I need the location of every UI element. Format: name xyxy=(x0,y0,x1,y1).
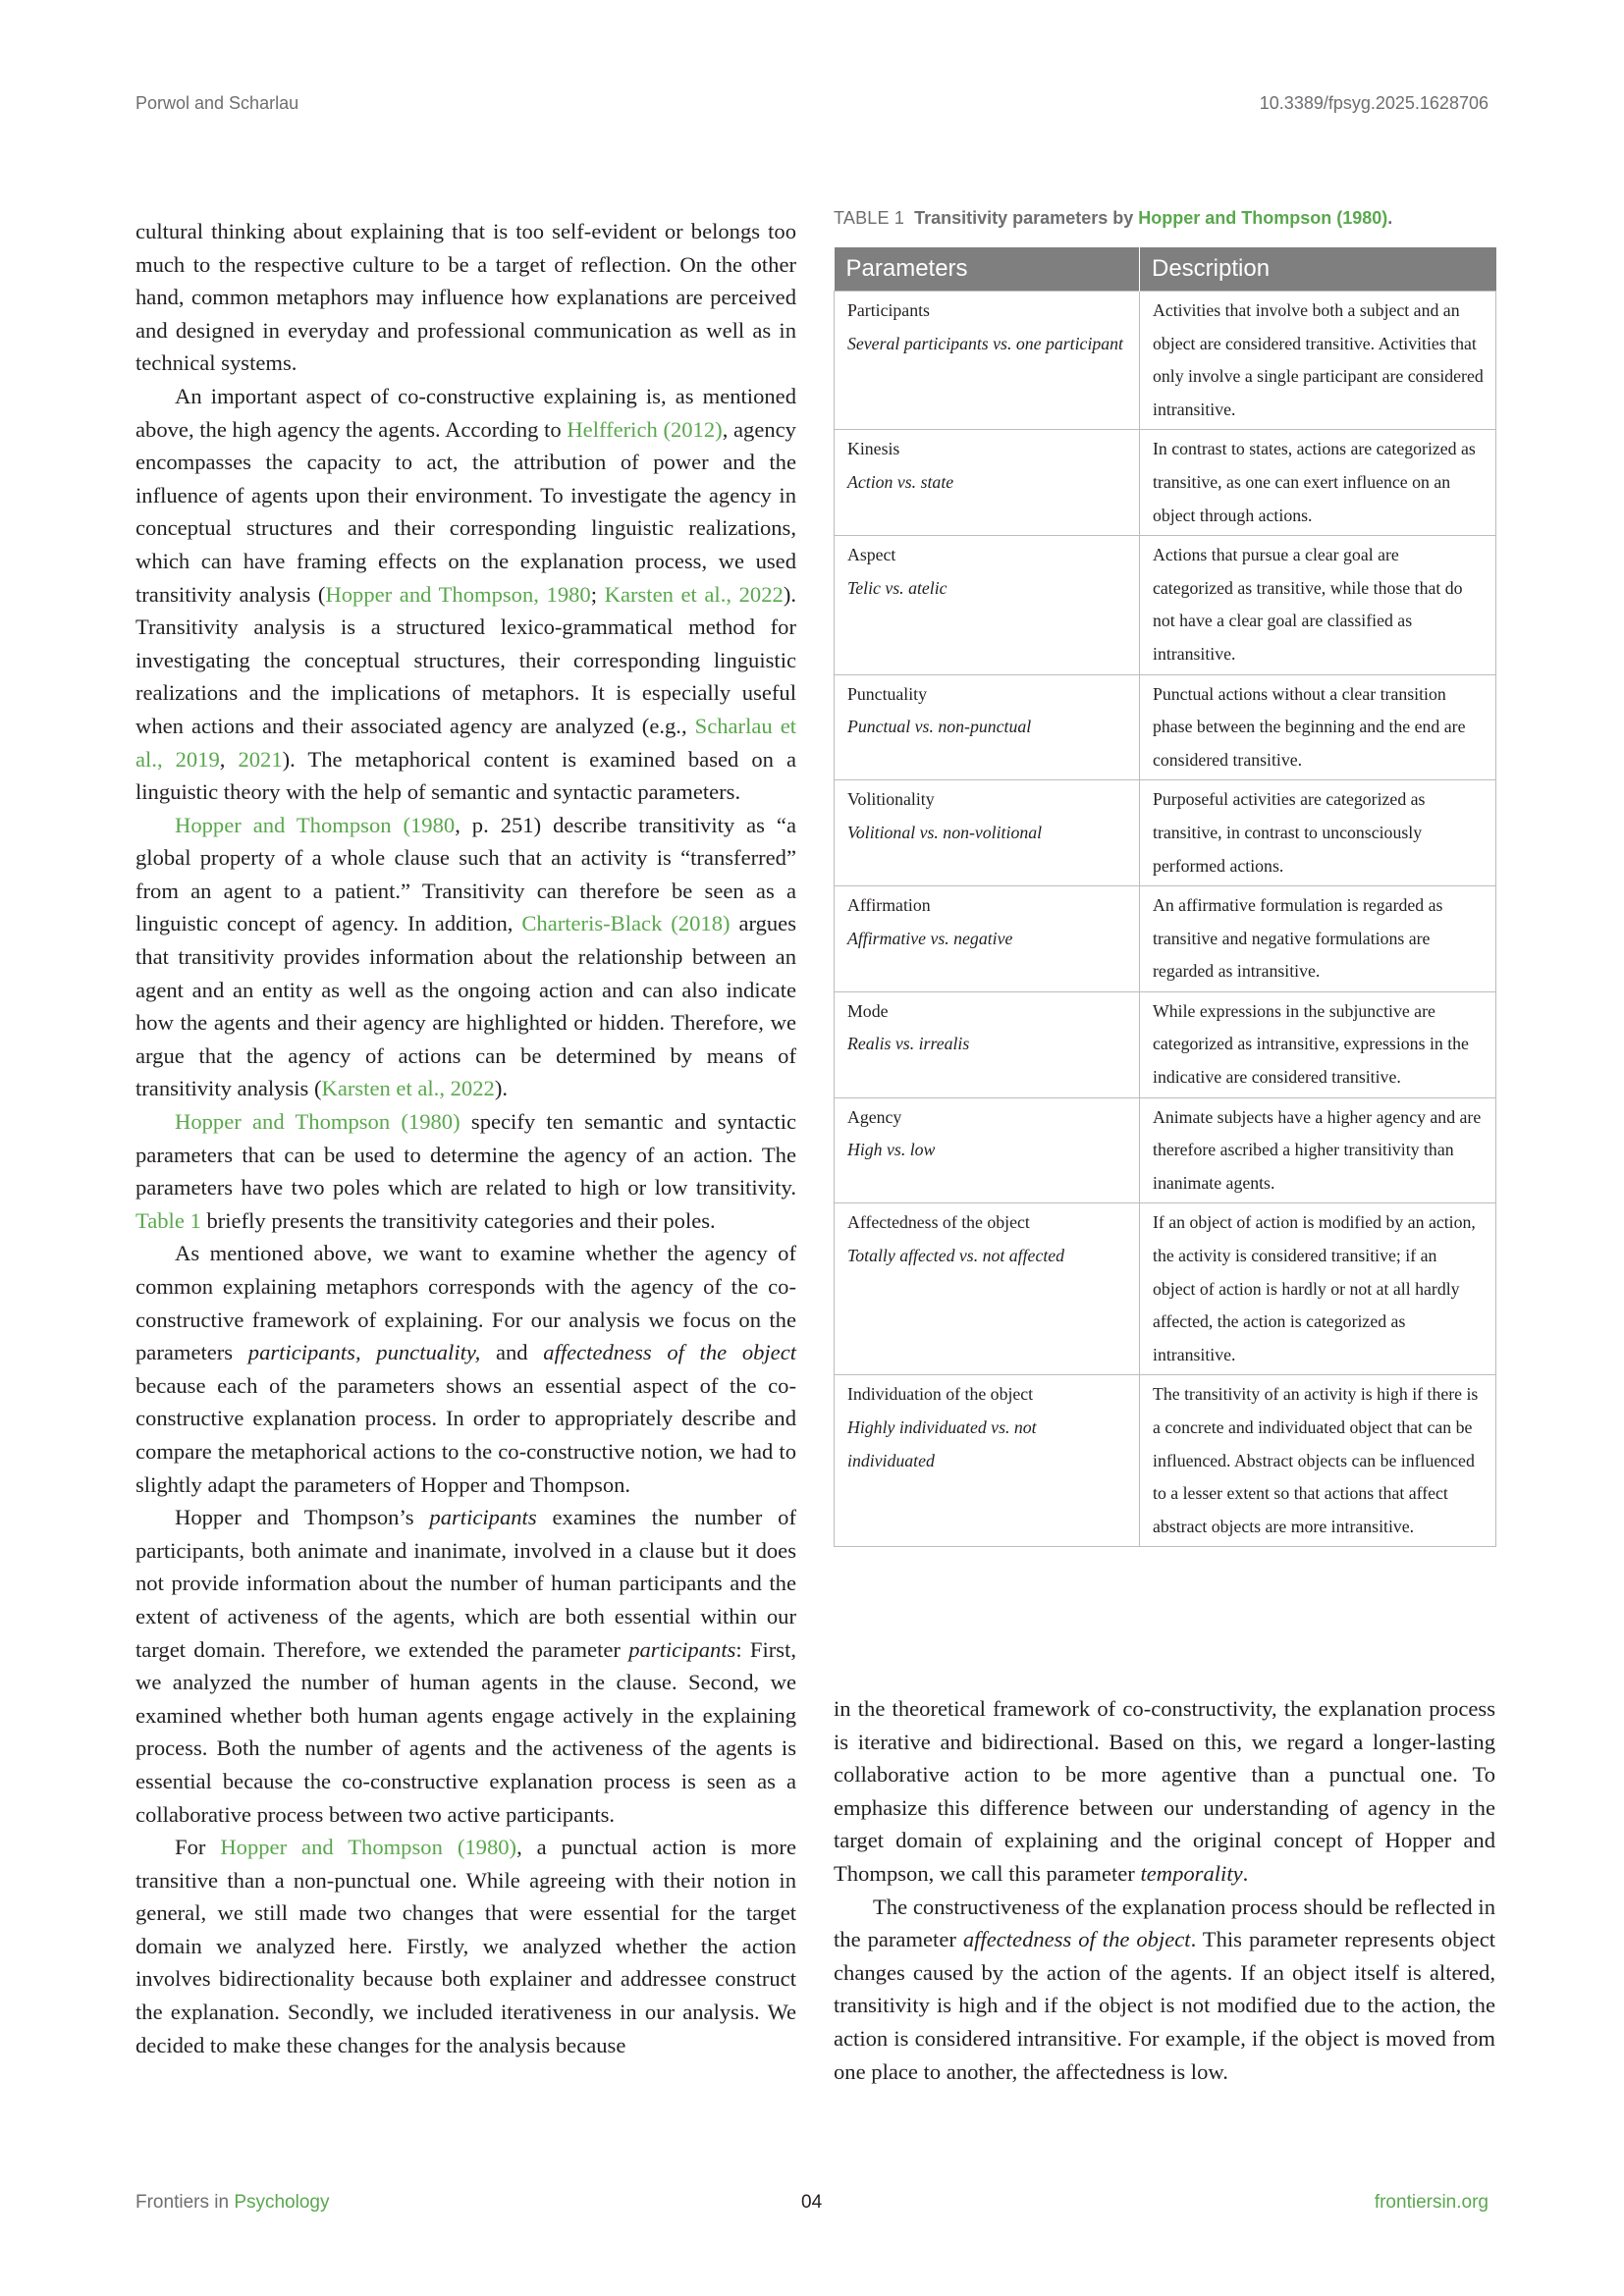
citation-link[interactable]: 2021 xyxy=(238,746,283,772)
left-column xyxy=(135,215,796,2061)
table-row xyxy=(835,536,1496,674)
citation-link[interactable]: Hopper and Thompson, 1980 xyxy=(325,581,591,607)
parameter-name: Agency xyxy=(847,1106,902,1127)
parameter-poles: Affirmative vs. negative xyxy=(847,928,1013,948)
description-cell xyxy=(1140,292,1496,430)
citation-link[interactable]: Karsten et al., 2022 xyxy=(604,581,784,607)
table-label: TABLE 1 xyxy=(834,208,905,228)
parameter-cell xyxy=(835,1097,1140,1203)
text-run: briefly presents the transitivity categories and their poles. xyxy=(200,1207,716,1233)
description-cell xyxy=(1140,674,1496,780)
paragraph xyxy=(834,1891,1495,2089)
description-cell xyxy=(1140,430,1496,536)
parameter-cell xyxy=(835,1203,1140,1375)
parameter-poles: High vs. low xyxy=(847,1140,936,1160)
text-run: ). Transitivity analysis is a structured lexico-grammatical method for investigating the conceptual structures, their corresponding linguistic realizations and the implications of metaphors. It is especially useful when actions and their associated agency are analyzed (e.g., xyxy=(135,581,796,738)
description-cell xyxy=(1140,1097,1496,1203)
parameter-poles: Several participants vs. one participant xyxy=(847,333,1124,353)
parameter-poles: Highly individuated vs. not individuated xyxy=(847,1417,1037,1470)
text-run: argues that transitivity provides information about the relationship between an agent and an entity as well as the ongoing action and can also indicate how the agents and their agency are highlighted or hidden. Therefore, we argue that the agency of actions can be determined by means of transitivity analysis ( xyxy=(135,911,797,1101)
parameter-description: Purposeful activities are categorized as transitive, in contrast to unconsciously performed actions. xyxy=(1153,789,1426,876)
table-row xyxy=(835,780,1496,886)
text-run: and xyxy=(480,1340,544,1365)
text-run: . xyxy=(1387,208,1393,228)
parameter-description: In contrast to states, actions are categorized as transitive, as one can exert influence on an object through actions. xyxy=(1153,439,1476,525)
parameter-description: If an object of action is modified by an action, the activity is considered transitive; if an object of action is hardly or not at all hardly affected, the action is categorized as intransitive. xyxy=(1153,1212,1476,1364)
table-caption xyxy=(834,208,1501,229)
emphasis: affectedness of the object xyxy=(543,1340,797,1365)
transitivity-table xyxy=(834,247,1496,1547)
table-row xyxy=(835,886,1496,992)
table-header-row xyxy=(835,247,1496,292)
citation-link[interactable]: Karsten et al., 2022 xyxy=(321,1076,495,1101)
parameter-poles: Punctual vs. non-punctual xyxy=(847,717,1032,737)
parameter-description: Animate subjects have a higher agency and are therefore ascribed a higher transitivity than inanimate agents. xyxy=(1153,1106,1482,1193)
text-run: . This parameter represents object changes caused by the action of the agents. If an object itself is altered, transitivity is high and if the object is not modified due to the action, the action is considered intransitive. For example, if the object is moved from one place to another, the affectedness is low. xyxy=(834,1927,1495,2084)
parameter-cell xyxy=(835,292,1140,430)
parameter-cell xyxy=(835,674,1140,780)
parameter-cell xyxy=(835,780,1140,886)
paragraph xyxy=(135,380,796,809)
parameter-cell xyxy=(835,886,1140,992)
citation-link[interactable]: Hopper and Thompson (1980) xyxy=(175,1109,460,1135)
parameter-name: Mode xyxy=(847,1000,889,1021)
text-run: , a punctual action is more transitive than a non-punctual one. While agreeing with their notion in general, we still made two changes that were essential for the target domain we analyzed here. Firstly, we analyzed whether the action involves bidirectionality because both explainer and addressee construct the explanation. Secondly, we included iterativeness in our analysis. We decided to make these changes for the analysis because xyxy=(135,1835,796,2057)
parameter-description: An affirmative formulation is regarded as transitive and negative formulations are regarded as intransitive. xyxy=(1153,895,1443,982)
paragraph xyxy=(135,1105,796,1237)
table-row xyxy=(835,430,1496,536)
footer-site-link[interactable]: frontiersin.org xyxy=(1374,2192,1489,2213)
emphasis: temporality xyxy=(1140,1860,1243,1886)
text-run: Hopper and Thompson’s xyxy=(175,1505,430,1530)
text-run: ). xyxy=(494,1076,509,1101)
parameter-description: Actions that pursue a clear goal are categorized as transitive, while those that do not have a clear goal are classified as intransitive. xyxy=(1153,545,1463,664)
table-reference-link[interactable]: Table 1 xyxy=(135,1207,201,1233)
paragraph xyxy=(135,1237,796,1501)
parameter-name: Punctuality xyxy=(847,683,927,704)
text-run: examines the number of participants, both animate and inanimate, involved in a clause but it does not provide information about the number of human participants and the extent of activeness of the agents, which are both essential within our target domain. Therefore, we extended the parameter xyxy=(135,1505,796,1662)
parameter-cell xyxy=(835,430,1140,536)
text-run: , xyxy=(219,746,239,772)
running-head-authors: Porwol and Scharlau xyxy=(135,93,299,113)
citation-link[interactable]: Scharlau et al., 2019 xyxy=(135,713,796,772)
paragraph xyxy=(135,809,796,1105)
text-run: specify ten semantic and syntactic parameters that can be used to determine the agency of an action. The parameters have two poles which are related to high or low transitivity. xyxy=(135,1109,796,1201)
parameter-name: Participants xyxy=(847,300,930,320)
paragraph: cultural thinking about explaining that is too self-evident or belongs too much to the respective culture to be a target of reflection. On the other hand, common metaphors may influence how explanations are perceived and designed in everyday and professional communication as well as in technical systems. xyxy=(135,219,796,376)
parameter-poles: Realis vs. irrealis xyxy=(847,1034,970,1054)
running-head-doi: 10.3389/fpsyg.2025.1628706 xyxy=(1259,93,1489,113)
text-run: because each of the parameters shows an essential aspect of the co-constructive explanation process. In order to appropriately describe and compare the metaphorical actions to the co-constructive notion, we had to slightly adapt the parameters of Hopper and Thompson. xyxy=(135,1372,796,1497)
text-run: . xyxy=(1242,1860,1249,1886)
description-cell xyxy=(1140,780,1496,886)
table-row xyxy=(835,1203,1496,1375)
text-run: Transitivity parameters by xyxy=(914,208,1139,228)
table-row xyxy=(835,1097,1496,1203)
text-run: For xyxy=(175,1835,221,1860)
emphasis: participants, punctuality, xyxy=(247,1340,481,1365)
parameter-name: Aspect xyxy=(847,545,896,565)
paragraph xyxy=(135,1831,796,2061)
emphasis: affectedness of the object xyxy=(962,1927,1191,1952)
text-run: in the theoretical framework of co-constructivity, the explanation process is iterative and bidirectional. Based on this, we regard a longer-lasting collaborative action to be more agentive than a punctual one. To emphasize this difference between our understanding of agency in the target domain of explaining and the original concept of Hopper and Thompson, we call this parameter xyxy=(834,1696,1495,1886)
table-row xyxy=(835,292,1496,430)
table-row xyxy=(835,1375,1496,1547)
description-cell xyxy=(1140,1375,1496,1547)
table-row xyxy=(835,674,1496,780)
paragraph xyxy=(135,1501,796,1831)
page-number: 04 xyxy=(801,2192,823,2213)
footer-journal-link[interactable]: Psychology xyxy=(234,2192,330,2213)
right-column xyxy=(834,1692,1495,2088)
column-header-parameters: Parameters xyxy=(835,247,1140,292)
parameter-poles: Telic vs. atelic xyxy=(847,577,947,598)
parameter-poles: Action vs. state xyxy=(847,471,954,492)
parameter-name: Volitionality xyxy=(847,789,935,810)
text-run: ). The metaphorical content is examined based on a linguistic theory with the help of semantic and syntactic parameters. xyxy=(135,746,796,805)
parameter-description: Activities that involve both a subject and an object are considered transitive. Activities that only involve a single participant are considered intransitive. xyxy=(1153,300,1484,419)
emphasis: participants xyxy=(628,1636,736,1662)
citation-link[interactable]: Hopper and Thompson (1980) xyxy=(220,1835,517,1860)
text-run: , agency encompasses the capacity to act, the attribution of power and the influence of agents upon their environment. To investigate the agency in conceptual structures and their corresponding linguistic realizations, which can have framing effects on the explanation process, we used transitivity analysis ( xyxy=(135,416,796,607)
text-run: The constructiveness of the explanation process should be reflected in the parameter xyxy=(834,1894,1495,1952)
text-run: ; xyxy=(590,581,605,607)
parameter-description: While expressions in the subjunctive are categorized as intransitive, expressions in the indicative are considered transitive. xyxy=(1153,1000,1469,1088)
parameter-description: The transitivity of an activity is high if there is a concrete and individuated object that can be influenced. Abstract objects can be influenced to a lesser extent so that actions that affect abstract objects are more intransitive. xyxy=(1153,1384,1479,1536)
footer-journal-prefix: Frontiers in xyxy=(135,2192,235,2213)
citation-link[interactable]: Hopper and Thompson (1980 xyxy=(175,812,456,837)
parameter-name: Affirmation xyxy=(847,895,931,916)
emphasis: participants xyxy=(429,1505,537,1530)
text-run: : First, we analyzed the number of human agents in the clause. Second, we examined whether both human agents engage actively in the explaining process. Both the number of agents and the activeness of the agents is essential because the co-constructive explanation process is seen as a collaborative process between two active participants. xyxy=(135,1636,797,1827)
text-run: As mentioned above, we want to examine whether the agency of common explaining metaphors corresponds with the agency of the co-constructive framework of explaining. For our analysis we focus on the parameters xyxy=(135,1241,796,1365)
parameter-name: Affectedness of the object xyxy=(847,1212,1030,1233)
text-run: An important aspect of co-constructive explaining is, as mentioned above, the high agency the agents. According to xyxy=(135,383,796,442)
parameter-cell xyxy=(835,536,1140,674)
parameter-cell xyxy=(835,1375,1140,1547)
footer-journal xyxy=(135,2192,329,2214)
parameter-cell xyxy=(835,991,1140,1097)
description-cell xyxy=(1140,536,1496,674)
text-run: , p. 251) describe transitivity as “a global property of a whole clause such that an activity is “transferred” from an agent to a patient.” Transitivity can therefore be seen as a linguistic concept of agency. In addition, xyxy=(135,812,796,936)
parameter-description: Punctual actions without a clear transition phase between the beginning and the end are considered transitive. xyxy=(1153,683,1466,770)
description-cell xyxy=(1140,1203,1496,1375)
parameter-name: Individuation of the object xyxy=(847,1384,1034,1405)
citation-link[interactable]: Charteris-Black (2018) xyxy=(521,911,731,936)
paragraph xyxy=(834,1692,1495,1891)
parameter-name: Kinesis xyxy=(847,439,900,459)
parameter-poles: Totally affected vs. not affected xyxy=(847,1246,1065,1266)
column-header-description: Description xyxy=(1140,247,1496,292)
description-cell xyxy=(1140,886,1496,992)
table-row xyxy=(835,991,1496,1097)
description-cell xyxy=(1140,991,1496,1097)
parameter-poles: Volitional vs. non-volitional xyxy=(847,822,1043,842)
citation-link[interactable]: Hopper and Thompson (1980) xyxy=(1138,208,1388,228)
citation-link[interactable]: Helfferich (2012) xyxy=(567,416,723,442)
table-title xyxy=(914,208,1392,228)
